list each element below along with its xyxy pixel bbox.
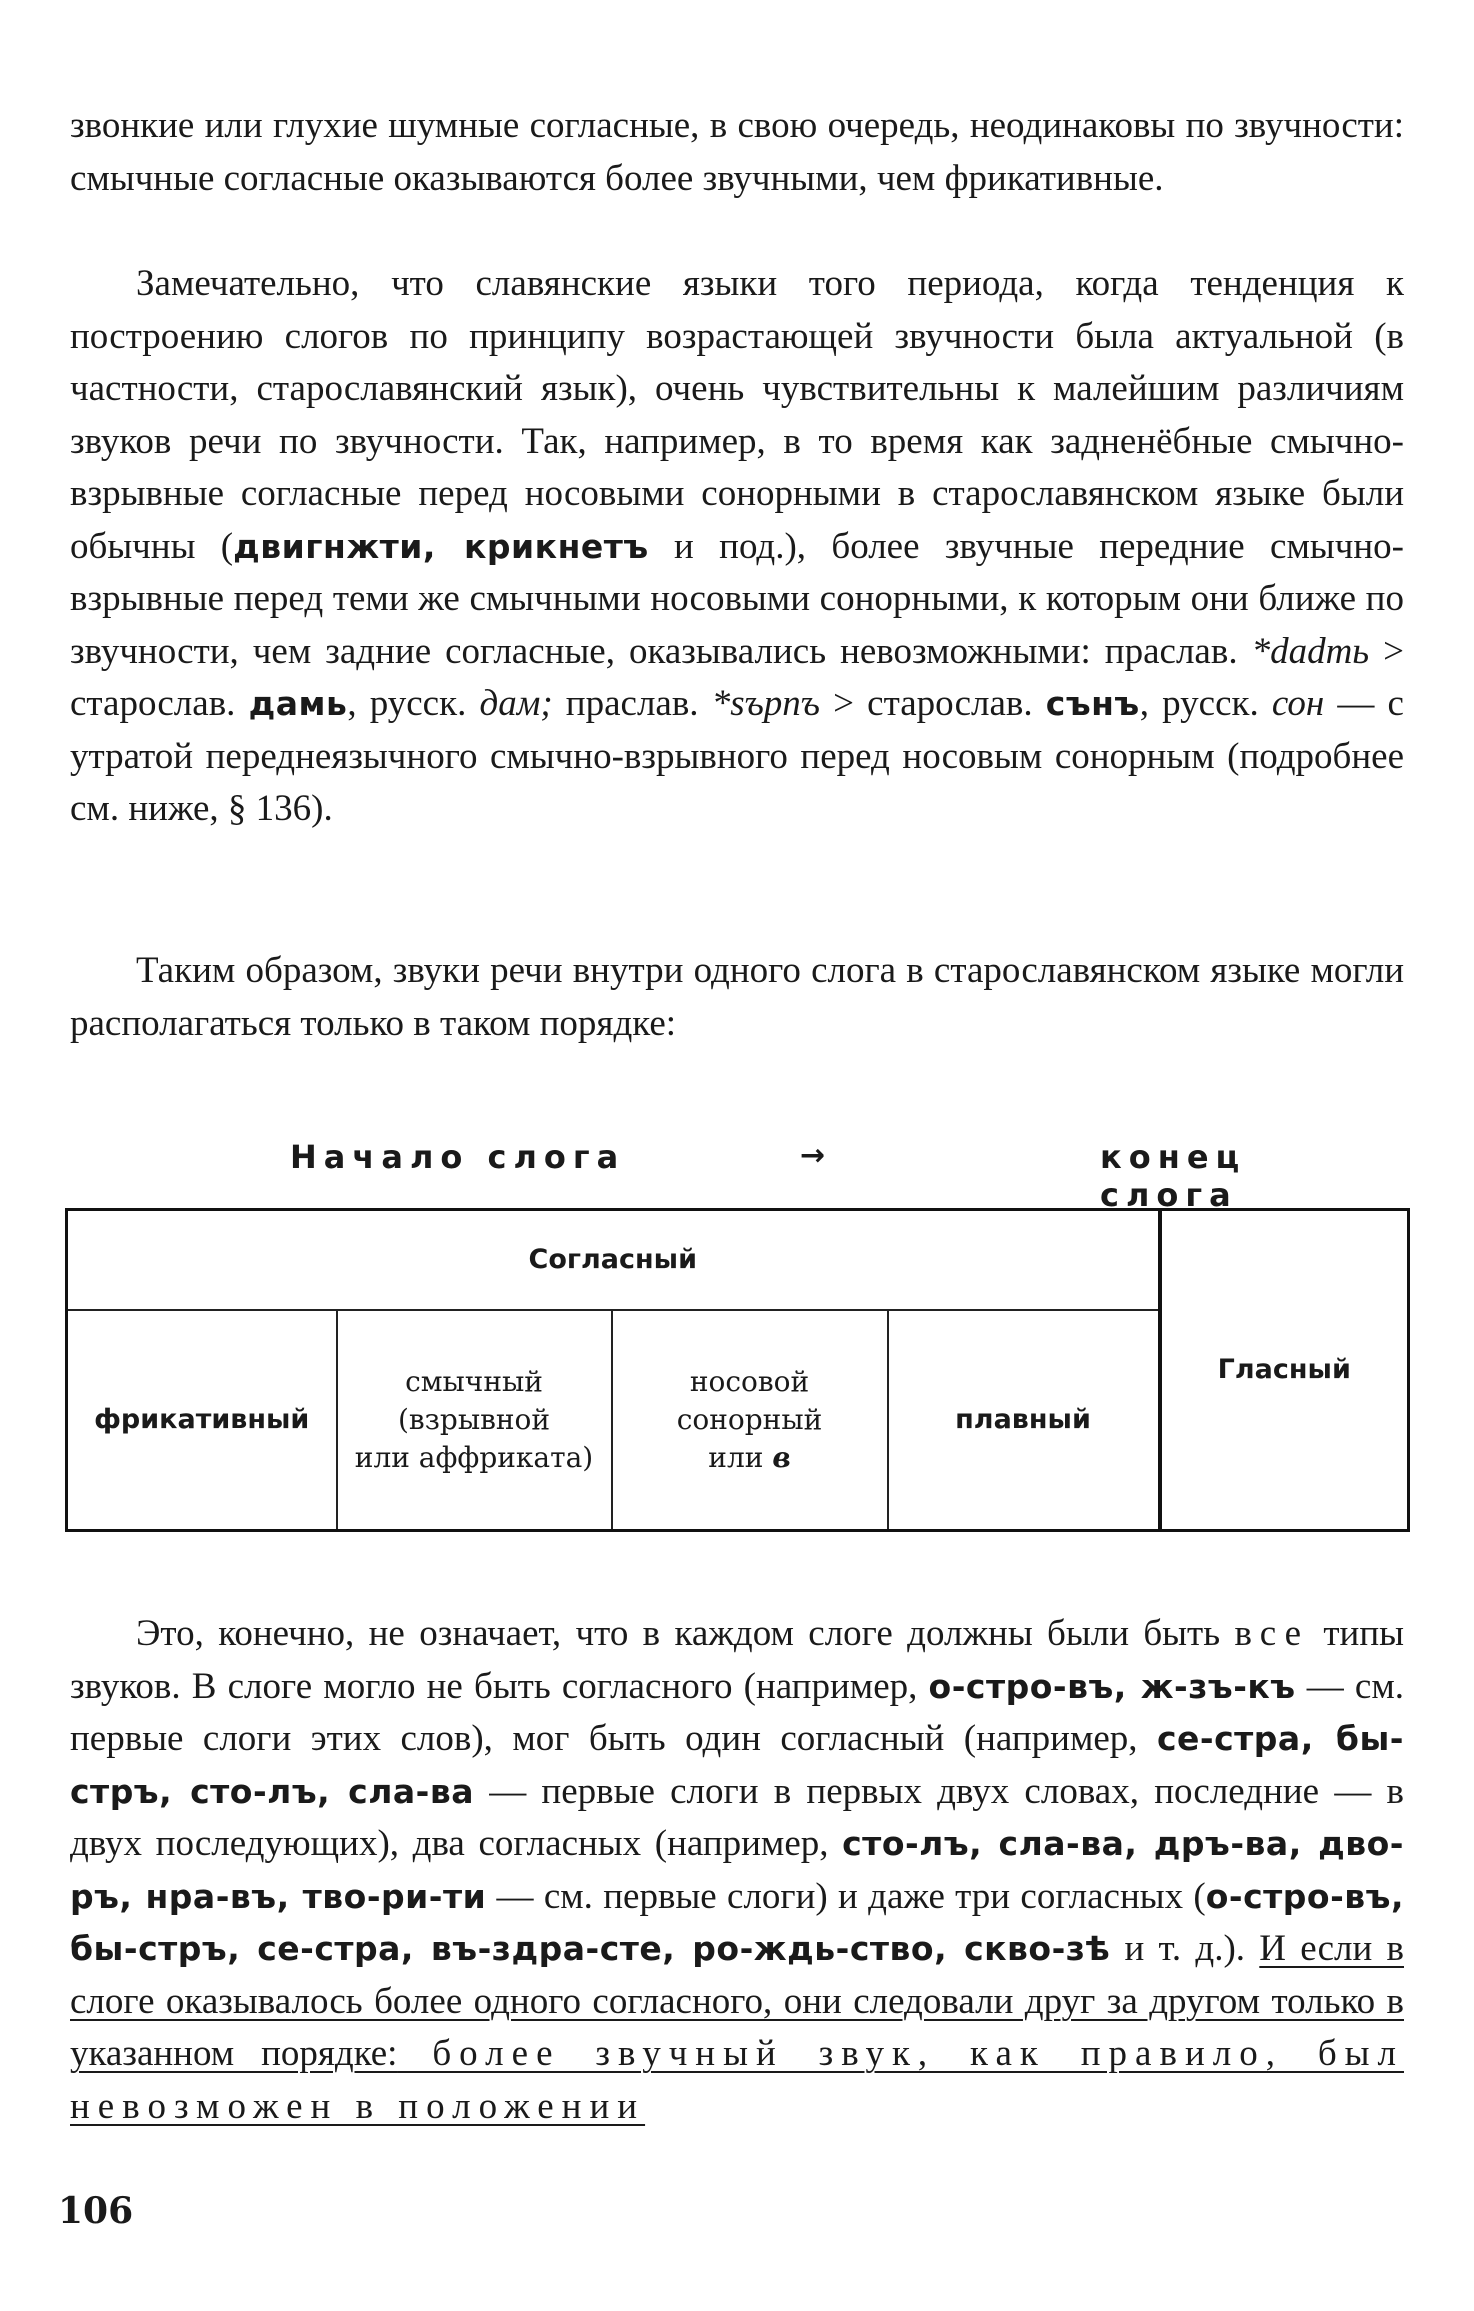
p2-text-c: > старослав.	[70, 630, 1404, 724]
page-number: 106	[58, 2190, 134, 2232]
p4-ocs-words-3: сто-лъ, сла-ва, дръ-ва, дво-ръ, нра-въ, тво-ри-ти	[70, 1824, 1404, 1916]
p4-text-e: — см. первые слоги) и даже три согласных (	[486, 1875, 1206, 1917]
col-stop	[337, 1310, 612, 1531]
col-nasal	[612, 1310, 888, 1531]
p4-text-b: типы звуков. В слоге могло не быть согласного (например,	[70, 1613, 1404, 1707]
p4-ocs-words-4: о-стро-въ, бы-стръ, се-стра, въ-здра-сте, ро-ждь-ство, скво-зѣ	[70, 1876, 1404, 1968]
p2-text-g: , русск.	[1139, 683, 1272, 724]
p4-spaced-all: все	[1234, 1613, 1309, 1654]
p4-text-f: и т. д.).	[1110, 1928, 1260, 1969]
p2-text-e: праслав.	[552, 683, 712, 724]
col-stop-line-2: (взрывной	[397, 1403, 551, 1436]
syllable-start-label: Начало слога	[290, 1138, 626, 1176]
col-nasal-line-2: сонорный	[676, 1403, 823, 1436]
p2-ocs-word-3: дамь	[248, 684, 348, 723]
arrow-right-icon: →	[800, 1138, 826, 1173]
col-nasal-v: в	[772, 1441, 791, 1474]
p2-text-d: , русск.	[347, 683, 480, 724]
p4-underlined-spaced: более звучный звук, как правило, был невозможен в положении	[70, 2033, 1404, 2127]
p4-underlined-sentence: И если в слоге оказывалось более одного согласного, они следовали друг за другом только в указанном порядке:	[70, 1928, 1404, 2074]
p2-italic-word-5: *sъpnъ	[711, 683, 821, 724]
col-nasal-line-1: носовой	[689, 1365, 810, 1398]
scheme-heading	[220, 1138, 1300, 1214]
p2-text-a: Замечательно, что славянские языки того периода, когда тенденция к построению слогов по принципу возрастающей звучности была актуальной (в частности, старославянский язык), очень чувствительны к малейшим различиям звуков речи по звучности. Так, например, в то время как задненёбные смычно-взрывные согласные перед носовыми сонорными в старославянском языке были обычны (	[70, 263, 1404, 567]
p2-italic-word-4: дам;	[479, 683, 553, 724]
col-stop-line-1: смычный	[405, 1365, 543, 1398]
p4-text-a: Это, конечно, не означает, что в каждом слоге должны были быть	[136, 1613, 1235, 1654]
paragraph-3: Таким образом, звуки речи внутри одного слога в старославянском языке могли располагаться только в таком порядке:	[70, 950, 1404, 1044]
paragraph-2	[70, 258, 1404, 836]
syllable-end-label: конец слога	[1100, 1138, 1247, 1214]
p4-text-c: — см. первые слоги этих слов), мог быть один согласный (например,	[70, 1665, 1404, 1759]
p2-ocs-word-1: двигнжти, крикнетъ	[233, 526, 649, 566]
syllable-structure-table	[65, 1208, 1410, 1532]
p4-text-d: — первые слоги в первых двух словах, последние — в двух последующих), два согласных (например,	[70, 1770, 1405, 1864]
paragraph-1: звонкие или глухие шумные согласные, в свою очередь, неодинаковы по звучности: смычные согласные оказываются более звучными, чем фрикативные.	[70, 105, 1404, 199]
col-nasal-or: или	[708, 1441, 764, 1474]
p4-ocs-words-1: о-стро-въ, ж-зъ-къ	[928, 1666, 1296, 1706]
consonant-header: Согласный	[67, 1210, 1160, 1311]
col-fricative: фрикативный	[67, 1310, 337, 1531]
p2-text-b: и под.), более звучные передние смычно-взрывные перед теми же смычными носовыми сонорными, к которым они ближе по звучности, чем задние согласные, оказывались невозможными: праслав.	[70, 525, 1404, 672]
col-liquid: плавный	[888, 1310, 1160, 1531]
p2-ocs-word-6: сънъ	[1045, 684, 1140, 723]
col-stop-line-3: или аффриката)	[354, 1441, 594, 1474]
p2-text-h: — с утратой переднеязычного смычно-взрывного перед носовым сонорным (подробнее см. ниже, § 136).	[70, 683, 1404, 829]
vowel-header: Гласный	[1160, 1210, 1409, 1531]
p4-ocs-words-2: се-стра, бы-стръ, сто-лъ, сла-ва	[70, 1719, 1404, 1811]
p2-italic-word-2: *dadmь	[1251, 630, 1370, 672]
p2-text-f: > старослав.	[820, 683, 1046, 724]
paragraph-4	[70, 1608, 1404, 2133]
p2-italic-word-7: сон	[1271, 683, 1325, 724]
col-nasal-line-3	[619, 1439, 881, 1477]
